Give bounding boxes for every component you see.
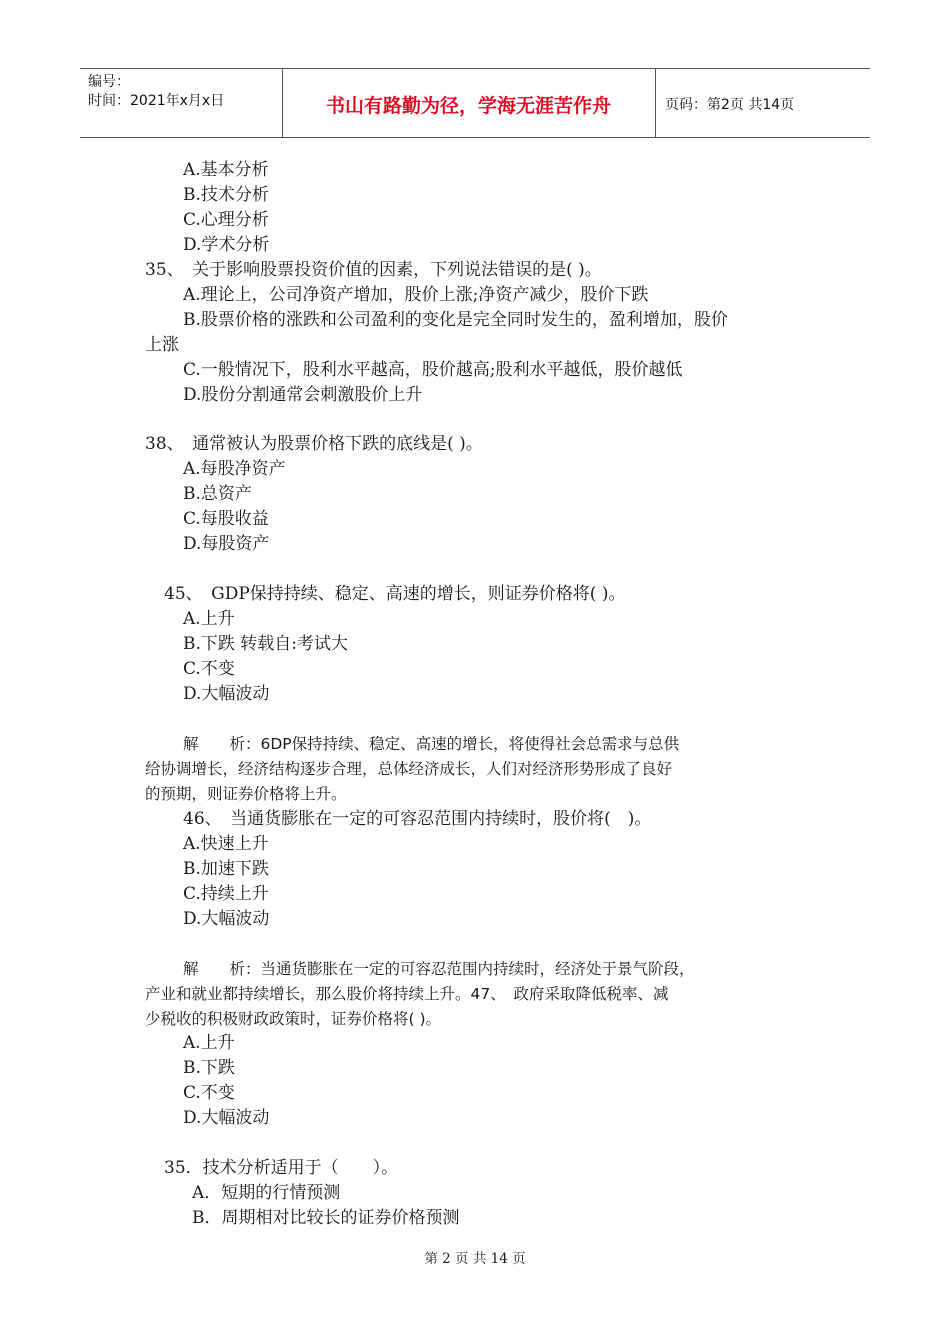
option-d: D.每股资产 <box>183 534 270 554</box>
solution-46-line-1: 解 析：当通货膨胀在一定的可容忍范围内持续时，经济处于景气阶段， <box>183 960 695 978</box>
solution-45-line-1: 解 析：6DP保持持续、稳定、高速的增长，将使得社会总需求与总供 <box>183 735 680 753</box>
header-divider <box>655 69 656 137</box>
option-d: D.大幅波动 <box>183 1108 270 1128</box>
page-footer: 第 2 页 共 14 页 <box>424 1251 526 1267</box>
question-47: 少税收的积极财政政策时，证券价格将( )。 <box>145 1010 442 1028</box>
option-d: D.学术分析 <box>183 235 270 255</box>
option-a: A.理论上，公司净资产增加，股价上涨;净资产减少，股价下跌 <box>183 285 649 305</box>
option-c: C.一般情况下，股利水平越高，股价越高;股利水平越低，股价越低 <box>183 360 683 380</box>
option-b-continued: 上涨 <box>145 335 179 355</box>
option-c: C.每股收益 <box>183 509 269 529</box>
option-c: C.持续上升 <box>183 884 269 904</box>
option-a: A.每股净资产 <box>183 459 286 479</box>
question-45: 45、 GDP保持持续、稳定、高速的增长，则证券价格将( )。 <box>164 584 626 604</box>
header-motto: 书山有路勤为径，学海无涯苦作舟 <box>325 95 611 117</box>
question-35: 35、 关于影响股票投资价值的因素，下列说法错误的是( )。 <box>145 260 602 280</box>
option-b: B.加速下跌 <box>183 859 269 879</box>
option-b: B.下跌 转载自:考试大 <box>183 634 349 654</box>
option-d: D.大幅波动 <box>183 909 270 929</box>
option-b: B．周期相对比较长的证券价格预测 <box>192 1208 460 1228</box>
solution-45-line-2: 给协调增长，经济结构逐步合理，总体经济成长，人们对经济形势形成了良好 <box>145 760 673 778</box>
question-38: 38、 通常被认为股票价格下跌的底线是( )。 <box>145 434 483 454</box>
option-c: C.不变 <box>183 659 235 679</box>
option-b: B.股票价格的涨跌和公司盈利的变化是完全同时发生的，盈利增加，股价 <box>183 310 728 330</box>
option-d: D.大幅波动 <box>183 684 270 704</box>
page-header <box>80 68 870 138</box>
solution-45-line-3: 的预期，则证券价格将上升。 <box>145 785 347 803</box>
option-c: C.不变 <box>183 1083 235 1103</box>
header-page-info: 页码：第2页 共14页 <box>665 97 795 113</box>
option-a: A.上升 <box>183 609 235 629</box>
option-b: B.总资产 <box>183 484 252 504</box>
question-35-technical: 35．技术分析适用于（ ）。 <box>164 1158 399 1178</box>
option-c: C.心理分析 <box>183 210 269 230</box>
option-a: A.快速上升 <box>183 834 269 854</box>
option-d: D.股份分割通常会刺激股价上升 <box>183 385 423 405</box>
solution-46-line-2: 产业和就业都持续增长，那么股价将持续上升。47、 政府采取降低税率、减 <box>145 985 669 1003</box>
option-b: B.技术分析 <box>183 185 269 205</box>
document-date: 时间：2021年x月x日 <box>88 93 225 109</box>
option-a: A.上升 <box>183 1033 235 1053</box>
option-a: A．短期的行情预测 <box>192 1183 341 1203</box>
option-a: A.基本分析 <box>183 160 269 180</box>
option-b: B.下跌 <box>183 1058 235 1078</box>
question-46: 46、 当通货膨胀在一定的可容忍范围内持续时，股价将( )。 <box>183 809 652 829</box>
document-number-label: 编号： <box>88 74 130 90</box>
header-meta <box>88 73 224 111</box>
